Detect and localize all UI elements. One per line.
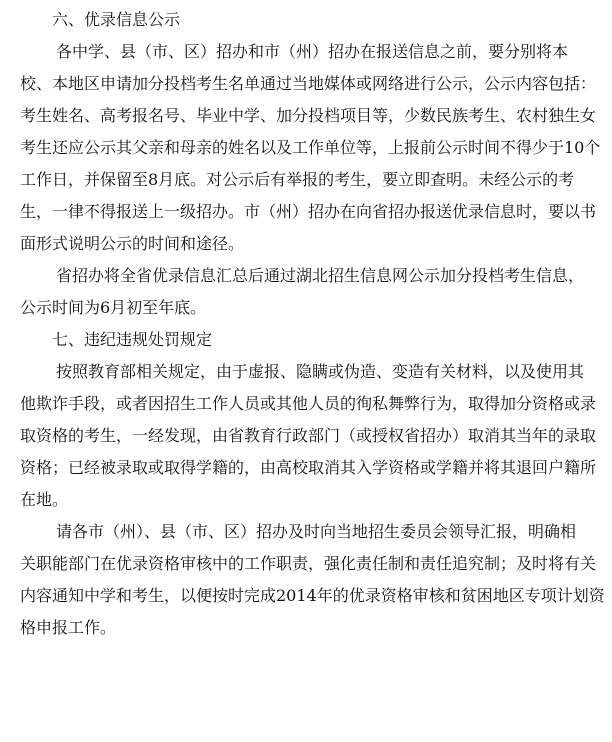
text-line: 考生姓名、高考报名号、毕业中学、加分投档项目等，少数民族考生、农村独生女	[20, 106, 597, 125]
text-line: 关职能部门在优录资格审核中的工作职责，强化责任制和责任追究制；及时将有关	[20, 554, 597, 573]
text-line: 考生还应公示其父亲和母亲的姓名以及工作单位等，上报前公示时间不得少于10个	[20, 138, 601, 157]
text-line: 内容通知中学和考生，以便按时完成2014年的优录资格审核和贫困地区专项计划资	[20, 586, 605, 605]
section-7-heading: 七、违纪违规处罚规定	[52, 330, 213, 349]
text-line: 省招办将全省优录信息汇总后通过湖北招生信息网公示加分投档考生信息，	[56, 266, 585, 285]
text-line: 按照教育部相关规定，由于虚报、隐瞒或伪造、变造有关材料，以及使用其	[56, 362, 585, 381]
text-line: 他欺诈手段，或者因招生工作人员或其他人员的徇私舞弊行为，取得加分资格或录	[20, 394, 597, 413]
text-line: 工作日，并保留至8月底。对公示后有举报的考生，要立即查明。未经公示的考	[20, 170, 575, 189]
section-6-paragraph-1	[20, 36, 601, 260]
text-line: 在地。	[20, 490, 69, 509]
text-line: 各中学、县（市、区）招办和市（州）招办在报送信息之前，要分别将本	[56, 42, 569, 61]
text-line: 校、本地区申请加分投档考生名单通过当地媒体或网络进行公示，公示内容包括：	[20, 74, 597, 93]
text-line: 资格；已经被录取或取得学籍的，由高校取消其入学资格或学籍并将其退回户籍所	[20, 458, 597, 477]
text-line: 格申报工作。	[20, 618, 117, 637]
section-7-paragraph-1	[20, 356, 598, 516]
section-7-paragraph-2	[20, 516, 605, 644]
text-line: 取资格的考生，一经发现，由省教育行政部门（或授权省招办）取消其当年的录取	[20, 426, 597, 445]
text-line: 公示时间为6月初至年底。	[20, 298, 207, 317]
section-6-paragraph-2	[20, 260, 598, 324]
section-6-heading: 六、优录信息公示	[52, 10, 181, 29]
text-line: 请各市（州）、县（市、区）招办及时向当地招生委员会领导汇报，明确相	[56, 522, 577, 541]
text-line: 生，一律不得报送上一级招办。市（州）招办在向省招办报送优录信息时，要以书	[20, 202, 597, 221]
text-line: 面形式说明公示的时间和途径。	[20, 234, 245, 253]
